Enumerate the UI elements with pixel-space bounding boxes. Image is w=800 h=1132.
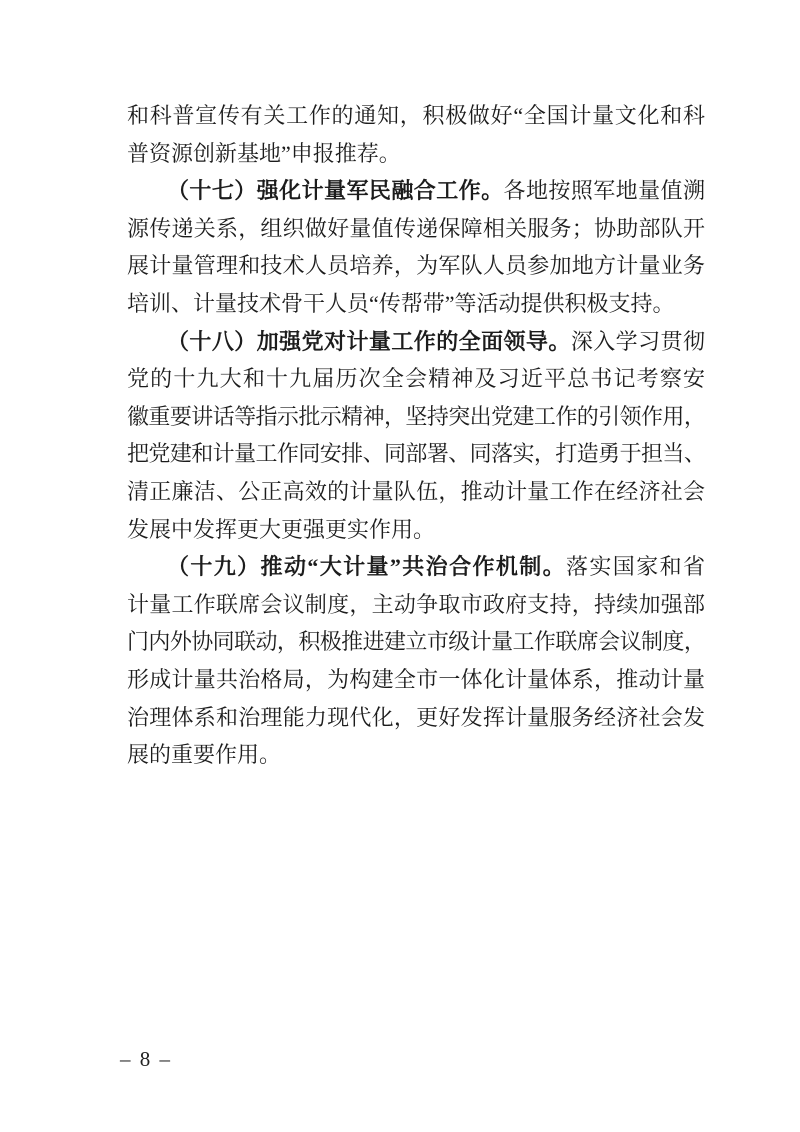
paragraph xyxy=(127,548,705,774)
text-line xyxy=(127,548,705,586)
text-line xyxy=(127,210,705,248)
text-line xyxy=(127,699,705,737)
paragraph xyxy=(127,97,705,172)
paragraph xyxy=(127,323,705,549)
text-line xyxy=(127,661,705,699)
text-segment: 徽重要讲话等指示批示精神，坚持突出党建工作的引领作用， xyxy=(127,403,705,429)
text-line xyxy=(127,435,705,473)
text-segment: 党的十九大和十九届历次全会精神及习近平总书记考察安 xyxy=(127,366,705,392)
text-segment: 发展中发挥更大更强更实作用。 xyxy=(127,516,436,542)
text-line xyxy=(127,285,705,323)
text-segment: 形成计量共治格局，为构建全市一体化计量体系，推动计量 xyxy=(127,666,705,692)
text-segment: 展的重要作用。 xyxy=(127,742,282,768)
page-number: – 8 – xyxy=(120,1047,172,1071)
text-segment: 培训、计量技术骨干人员“传帮带”等活动提供积极支持。 xyxy=(127,290,675,316)
text-line xyxy=(127,135,705,173)
heading-segment: （十八）加强党对计量工作的全面领导。 xyxy=(167,328,571,354)
text-line xyxy=(127,172,705,210)
text-line xyxy=(127,586,705,624)
text-segment: 计量工作联席会议制度，主动争取市政府支持，持续加强部 xyxy=(127,591,705,617)
text-line xyxy=(127,97,705,135)
text-segment: 展计量管理和技术人员培养，为军队人员参加地方计量业务 xyxy=(127,253,705,279)
text-line xyxy=(127,473,705,511)
paragraph xyxy=(127,172,705,322)
text-segment: 普资源创新基地”申报推荐。 xyxy=(127,140,401,166)
text-segment: 源传递关系，组织做好量值传递保障相关服务；协助部队开 xyxy=(127,215,705,241)
text-segment: 门内外协同联动，积极推进建立市级计量工作联席会议制度， xyxy=(127,629,705,655)
text-segment: 深入学习贯彻 xyxy=(570,328,705,354)
text-segment: 各地按照军地量值溯 xyxy=(503,178,705,204)
text-segment: 落实国家和省 xyxy=(566,554,705,580)
text-line xyxy=(127,323,705,361)
text-line xyxy=(127,736,705,774)
text-line xyxy=(127,511,705,549)
heading-segment: （十七）强化计量军民融合工作。 xyxy=(167,178,504,204)
text-segment: 和科普宣传有关工作的通知，积极做好“全国计量文化和科 xyxy=(127,103,705,128)
text-block xyxy=(127,97,705,774)
text-line xyxy=(127,398,705,436)
text-segment: 清正廉洁、公正高效的计量队伍，推动计量工作在经济社会 xyxy=(127,478,705,504)
text-segment: 把党建和计量工作同安排、同部署、同落实，打造勇于担当、 xyxy=(127,441,705,467)
text-line xyxy=(127,360,705,398)
heading-segment: （十九）推动“大计量”共治合作机制。 xyxy=(167,554,567,580)
text-segment: 治理体系和治理能力现代化，更好发挥计量服务经济社会发 xyxy=(127,704,705,730)
text-line xyxy=(127,247,705,285)
text-line xyxy=(127,623,705,661)
